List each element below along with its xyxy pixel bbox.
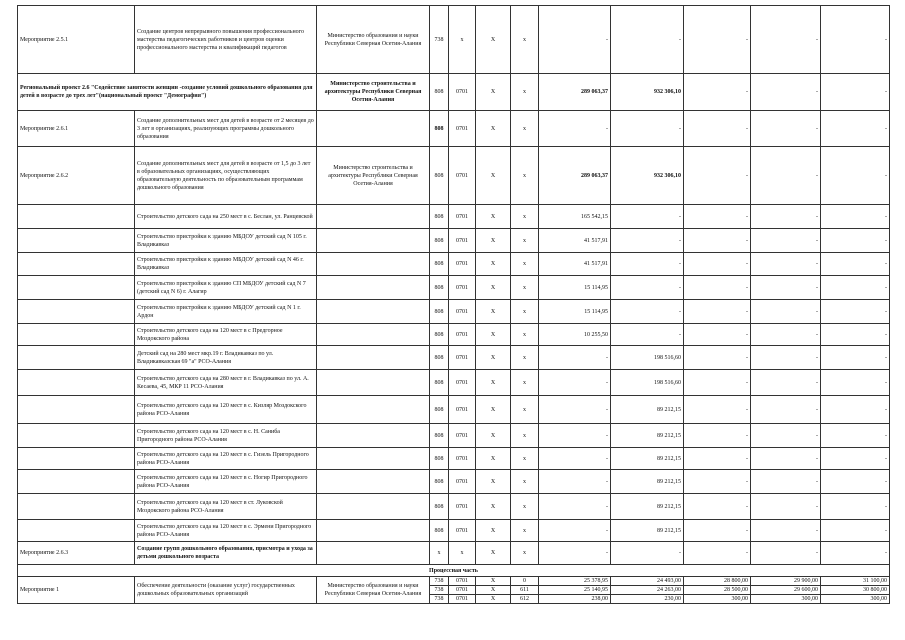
ministry-name	[317, 324, 430, 346]
target-code: Х	[476, 324, 511, 346]
amount-year-4: -	[751, 111, 821, 147]
amount-year-5: -	[821, 542, 890, 565]
amount-year-4: -	[751, 205, 821, 229]
target-code: Х	[476, 595, 511, 604]
table-row	[18, 448, 890, 470]
object-description: Строительство пристройки к зданию МБДОУ детский сад N 105 г. Владикавказ	[135, 229, 317, 253]
amount-year-3: -	[684, 470, 751, 494]
table-row	[18, 111, 890, 147]
target-code: Х	[476, 111, 511, 147]
activity-description: Создание дополнительных мест для детей в возрасте от 1,5 до 3 лет в образовательных организациях, осуществляющих образовательную деятельность по образовательным программам дошкольного образования	[135, 147, 317, 205]
amount-year-2: -	[611, 276, 684, 300]
amount-year-3: -	[684, 74, 751, 111]
ministry-name: Министерство образования и науки Республики Северная Осетия-Алания	[317, 6, 430, 74]
amount-year-2: 89 212,15	[611, 396, 684, 424]
section-code: 0701	[449, 577, 476, 586]
table-row	[18, 300, 890, 324]
amount-year-4: -	[751, 253, 821, 276]
amount-year-5: -	[821, 74, 890, 111]
expense-type-code: х	[511, 470, 539, 494]
amount-year-5: -	[821, 424, 890, 448]
ministry-name: Министерство образования и науки Республики Северная Осетия-Алания	[317, 577, 430, 604]
section-code: 0701	[449, 253, 476, 276]
activity-label	[18, 494, 135, 520]
ministry-name	[317, 111, 430, 147]
activity-label	[18, 300, 135, 324]
expense-type-code: х	[511, 74, 539, 111]
amount-year-3: -	[684, 424, 751, 448]
section-code: 0701	[449, 370, 476, 396]
amount-year-4: 29 900,00	[751, 577, 821, 586]
amount-year-5: -	[821, 396, 890, 424]
glava-code: 808	[430, 520, 449, 542]
amount-year-5: -	[821, 300, 890, 324]
amount-year-1: 289 063,37	[539, 147, 611, 205]
amount-year-1: -	[539, 370, 611, 396]
section-code: х	[449, 542, 476, 565]
glava-code: 808	[430, 74, 449, 111]
amount-year-3: -	[684, 542, 751, 565]
expense-type-code: х	[511, 205, 539, 229]
glava-code: 808	[430, 424, 449, 448]
activity-label: Мероприятие 2.5.1	[18, 6, 135, 74]
amount-year-4: -	[751, 494, 821, 520]
amount-year-2: 89 212,15	[611, 470, 684, 494]
amount-year-5: -	[821, 448, 890, 470]
expense-type-code: х	[511, 111, 539, 147]
amount-year-4: -	[751, 370, 821, 396]
ministry-name	[317, 300, 430, 324]
activity-label: Мероприятие 1	[18, 577, 135, 604]
object-description: Детский сад на 280 мест мкр.19 г. Владикавказ по ул. Владикавказская 69 "а" РСО-Алания	[135, 346, 317, 370]
amount-year-3: 300,00	[684, 595, 751, 604]
amount-year-5: 300,00	[821, 595, 890, 604]
activity-label	[18, 276, 135, 300]
ministry-name	[317, 370, 430, 396]
activity-label	[18, 470, 135, 494]
activity-label	[18, 520, 135, 542]
amount-year-4: -	[751, 346, 821, 370]
amount-year-3: -	[684, 229, 751, 253]
amount-year-2: 932 306,10	[611, 147, 684, 205]
activity-label	[18, 448, 135, 470]
amount-year-3: -	[684, 205, 751, 229]
amount-year-1: 165 542,15	[539, 205, 611, 229]
activity-label	[18, 229, 135, 253]
amount-year-4: -	[751, 424, 821, 448]
glava-code: 808	[430, 111, 449, 147]
glava-code: 808	[430, 494, 449, 520]
ministry-name	[317, 494, 430, 520]
section-code: 0701	[449, 470, 476, 494]
glava-code: 808	[430, 253, 449, 276]
table-row	[18, 494, 890, 520]
table-row	[18, 396, 890, 424]
table-row	[18, 205, 890, 229]
amount-year-3: -	[684, 276, 751, 300]
ministry-name	[317, 542, 430, 565]
expense-type-code: х	[511, 424, 539, 448]
amount-year-3: -	[684, 147, 751, 205]
table-row	[18, 74, 890, 111]
amount-year-2: -	[611, 229, 684, 253]
target-code: Х	[476, 370, 511, 396]
expense-type-code: 611	[511, 586, 539, 595]
amount-year-4: -	[751, 470, 821, 494]
amount-year-3: -	[684, 253, 751, 276]
ministry-name	[317, 346, 430, 370]
glava-code: 808	[430, 229, 449, 253]
amount-year-4: -	[751, 542, 821, 565]
table-row	[18, 147, 890, 205]
amount-year-5: -	[821, 370, 890, 396]
budget-table-page	[17, 5, 890, 604]
section-header: Процессная часть	[18, 565, 890, 577]
ministry-name	[317, 520, 430, 542]
section-code: 0701	[449, 595, 476, 604]
amount-year-2: 932 306,10	[611, 74, 684, 111]
amount-year-4: -	[751, 276, 821, 300]
ministry-name	[317, 470, 430, 494]
target-code: Х	[476, 542, 511, 565]
amount-year-5: -	[821, 520, 890, 542]
amount-year-2: 24 263,00	[611, 586, 684, 595]
amount-year-4: -	[751, 520, 821, 542]
object-description: Строительство пристройки к зданию МБДОУ детский сад N 46 г. Владикавказ	[135, 253, 317, 276]
amount-year-4: -	[751, 396, 821, 424]
target-code: Х	[476, 470, 511, 494]
object-description: Строительство детского сада на 120 мест в с. Гизель Пригородного района РСО-Алания	[135, 448, 317, 470]
amount-year-1: -	[539, 520, 611, 542]
section-code: 0701	[449, 147, 476, 205]
amount-year-5: -	[821, 346, 890, 370]
expense-type-code: х	[511, 494, 539, 520]
glava-code: 808	[430, 396, 449, 424]
activity-label	[18, 346, 135, 370]
activity-description: Создание дополнительных мест для детей в возрасте от 2 месяцев до 3 лет в организациях, реализующих программы дошкольного образования	[135, 111, 317, 147]
amount-year-2: 89 212,15	[611, 448, 684, 470]
glava-code: 808	[430, 346, 449, 370]
table-row	[18, 424, 890, 448]
amount-year-2: -	[611, 300, 684, 324]
table-row	[18, 276, 890, 300]
expense-type-code: х	[511, 370, 539, 396]
section-code: 0701	[449, 448, 476, 470]
expense-type-code: х	[511, 276, 539, 300]
amount-year-1: 15 114,95	[539, 276, 611, 300]
glava-code: 808	[430, 470, 449, 494]
table-row	[18, 324, 890, 346]
glava-code: 808	[430, 300, 449, 324]
table-row	[18, 520, 890, 542]
expense-type-code: х	[511, 346, 539, 370]
amount-year-5: -	[821, 229, 890, 253]
amount-year-2: 198 516,60	[611, 370, 684, 396]
expense-type-code: х	[511, 6, 539, 74]
expense-type-code: х	[511, 147, 539, 205]
amount-year-3: 28 800,00	[684, 577, 751, 586]
amount-year-5: -	[821, 253, 890, 276]
section-code: 0701	[449, 229, 476, 253]
ministry-name	[317, 448, 430, 470]
amount-year-3: -	[684, 448, 751, 470]
amount-year-2: -	[611, 253, 684, 276]
amount-year-5: -	[821, 205, 890, 229]
glava-code: 808	[430, 324, 449, 346]
object-description: Строительство пристройки к зданию СП МБДОУ детский сад N 7 (детский сад N 6) г. Алагир	[135, 276, 317, 300]
activity-label	[18, 324, 135, 346]
section-code: 0701	[449, 424, 476, 448]
target-code: Х	[476, 448, 511, 470]
amount-year-1: -	[539, 542, 611, 565]
amount-year-5: -	[821, 147, 890, 205]
object-description: Строительство детского сада на 120 мест в с. Кизляр Моздокского района РСО-Алания	[135, 396, 317, 424]
amount-year-2: 89 212,15	[611, 424, 684, 448]
ministry-name	[317, 396, 430, 424]
amount-year-1: 289 063,37	[539, 74, 611, 111]
amount-year-1: 25 378,95	[539, 577, 611, 586]
object-description: Строительство детского сада на 120 мест в с Предгорное Моздокского района	[135, 324, 317, 346]
section-code: 0701	[449, 396, 476, 424]
ministry-name: Министерство строительства и архитектуры Республики Северная Осетия-Алания	[317, 147, 430, 205]
amount-year-3: 28 500,00	[684, 586, 751, 595]
amount-year-2: 230,00	[611, 595, 684, 604]
table-row	[18, 229, 890, 253]
activity-label: Мероприятие 2.6.3	[18, 542, 135, 565]
section-code: 0701	[449, 74, 476, 111]
amount-year-3: -	[684, 520, 751, 542]
expense-type-code: х	[511, 300, 539, 324]
target-code: Х	[476, 6, 511, 74]
amount-year-3: -	[684, 494, 751, 520]
target-code: Х	[476, 147, 511, 205]
object-description: Строительство детского сада на 120 мест в с. Ногир Пригородного района РСО-Алания	[135, 470, 317, 494]
amount-year-4: 300,00	[751, 595, 821, 604]
glava-code: 808	[430, 205, 449, 229]
table-row	[18, 542, 890, 565]
amount-year-3: -	[684, 370, 751, 396]
expense-type-code: х	[511, 520, 539, 542]
target-code: Х	[476, 276, 511, 300]
section-code: 0701	[449, 111, 476, 147]
object-description: Строительство детского сада на 120 мест в с. Эрмени Пригородного района РСО-Алания	[135, 520, 317, 542]
amount-year-1: -	[539, 396, 611, 424]
ministry-name	[317, 253, 430, 276]
amount-year-5: -	[821, 276, 890, 300]
expense-type-code: х	[511, 448, 539, 470]
ministry-name	[317, 424, 430, 448]
amount-year-3: -	[684, 346, 751, 370]
activity-label: Мероприятие 2.6.2	[18, 147, 135, 205]
expense-type-code: х	[511, 396, 539, 424]
target-code: Х	[476, 205, 511, 229]
amount-year-1: 238,00	[539, 595, 611, 604]
table-row	[18, 346, 890, 370]
glava-code: 738	[430, 595, 449, 604]
target-code: Х	[476, 396, 511, 424]
amount-year-5: -	[821, 324, 890, 346]
section-code: 0701	[449, 300, 476, 324]
amount-year-1: -	[539, 470, 611, 494]
section-code: х	[449, 6, 476, 74]
target-code: Х	[476, 577, 511, 586]
amount-year-2: -	[611, 205, 684, 229]
target-code: Х	[476, 74, 511, 111]
amount-year-4: 29 600,00	[751, 586, 821, 595]
glava-code: 808	[430, 276, 449, 300]
amount-year-2: -	[611, 324, 684, 346]
section-code: 0701	[449, 324, 476, 346]
expense-type-code: х	[511, 229, 539, 253]
target-code: Х	[476, 229, 511, 253]
activity-label: Мероприятие 2.6.1	[18, 111, 135, 147]
object-description: Строительство пристройки к зданию МБДОУ детский сад N 1 г. Ардон	[135, 300, 317, 324]
amount-year-2: 89 212,15	[611, 520, 684, 542]
amount-year-1: 10 255,50	[539, 324, 611, 346]
amount-year-5: -	[821, 470, 890, 494]
amount-year-3: -	[684, 6, 751, 74]
amount-year-2: -	[611, 542, 684, 565]
table-row	[18, 6, 890, 74]
target-code: Х	[476, 520, 511, 542]
activity-label	[18, 424, 135, 448]
activity-label	[18, 205, 135, 229]
table-row	[18, 565, 890, 577]
activity-description: Создание центров непрерывного повышения профессионального мастерства педагогических работников и центров оценки профессионального мастерства и квалификаций педагогов	[135, 6, 317, 74]
section-code: 0701	[449, 346, 476, 370]
amount-year-1: -	[539, 346, 611, 370]
amount-year-5: 30 800,00	[821, 586, 890, 595]
amount-year-5: -	[821, 494, 890, 520]
amount-year-1: -	[539, 424, 611, 448]
amount-year-1: 15 114,95	[539, 300, 611, 324]
table-row	[18, 253, 890, 276]
budget-table	[17, 5, 890, 604]
amount-year-4: -	[751, 74, 821, 111]
target-code: Х	[476, 346, 511, 370]
project-title: Региональный проект 2.6 "Содействие занятости женщин -создание условий дошкольного образования для детей в возрасте до трех лет"(национальный проект "Демография")	[18, 74, 317, 111]
amount-year-5: -	[821, 6, 890, 74]
target-code: Х	[476, 586, 511, 595]
expense-type-code: х	[511, 324, 539, 346]
amount-year-1: -	[539, 494, 611, 520]
object-description: Строительство детского сада на 250 мест в с. Беслан, ул. Ранцевской	[135, 205, 317, 229]
amount-year-3: -	[684, 324, 751, 346]
amount-year-5: 31 100,00	[821, 577, 890, 586]
activity-label	[18, 370, 135, 396]
amount-year-2: 89 212,15	[611, 494, 684, 520]
ministry-name	[317, 205, 430, 229]
glava-code: х	[430, 542, 449, 565]
amount-year-1: 41 517,91	[539, 229, 611, 253]
expense-type-code: 0	[511, 577, 539, 586]
amount-year-3: -	[684, 300, 751, 324]
amount-year-2: -	[611, 111, 684, 147]
expense-type-code: 612	[511, 595, 539, 604]
section-code: 0701	[449, 205, 476, 229]
amount-year-4: -	[751, 324, 821, 346]
amount-year-4: -	[751, 300, 821, 324]
amount-year-4: -	[751, 229, 821, 253]
amount-year-1: -	[539, 6, 611, 74]
object-description: Строительство детского сада на 120 мест в с. Н. Саниба Пригородного района РСО-Алания	[135, 424, 317, 448]
glava-code: 808	[430, 147, 449, 205]
target-code: Х	[476, 253, 511, 276]
expense-type-code: х	[511, 542, 539, 565]
amount-year-2: 24 493,00	[611, 577, 684, 586]
glava-code: 738	[430, 586, 449, 595]
amount-year-1: -	[539, 448, 611, 470]
amount-year-2: 198 516,60	[611, 346, 684, 370]
activity-label	[18, 253, 135, 276]
amount-year-4: -	[751, 147, 821, 205]
amount-year-5: -	[821, 111, 890, 147]
amount-year-1: 41 517,91	[539, 253, 611, 276]
activity-description: Обеспечение деятельности (оказание услуг) государственных дошкольных образовательных организаций	[135, 577, 317, 604]
amount-year-1: 25 140,95	[539, 586, 611, 595]
ministry-name	[317, 229, 430, 253]
section-code: 0701	[449, 276, 476, 300]
amount-year-2: -	[611, 6, 684, 74]
table-row	[18, 370, 890, 396]
section-code: 0701	[449, 586, 476, 595]
object-description: Строительство детского сада на 280 мест в г. Владикавказ по ул. А. Кесаева, 45, МКР 11 РСО-Алания	[135, 370, 317, 396]
ministry-name	[317, 276, 430, 300]
amount-year-1: -	[539, 111, 611, 147]
amount-year-3: -	[684, 396, 751, 424]
activity-description: Создание групп дошкольного образования, присмотра и ухода за детьми дошкольного возраста	[135, 542, 317, 565]
amount-year-4: -	[751, 6, 821, 74]
object-description: Строительство детского сада на 120 мест в ст. Луковской Моздокского района РСО-Алания	[135, 494, 317, 520]
amount-year-4: -	[751, 448, 821, 470]
expense-type-code: х	[511, 253, 539, 276]
section-code: 0701	[449, 520, 476, 542]
target-code: Х	[476, 494, 511, 520]
activity-label	[18, 396, 135, 424]
ministry-name: Министерство строительства и архитектуры Республики Северная Осетия-Алания	[317, 74, 430, 111]
glava-code: 738	[430, 577, 449, 586]
glava-code: 808	[430, 370, 449, 396]
target-code: Х	[476, 300, 511, 324]
glava-code: 738	[430, 6, 449, 74]
section-code: 0701	[449, 494, 476, 520]
target-code: Х	[476, 424, 511, 448]
table-row	[18, 470, 890, 494]
amount-year-3: -	[684, 111, 751, 147]
table-row	[18, 577, 890, 586]
glava-code: 808	[430, 448, 449, 470]
